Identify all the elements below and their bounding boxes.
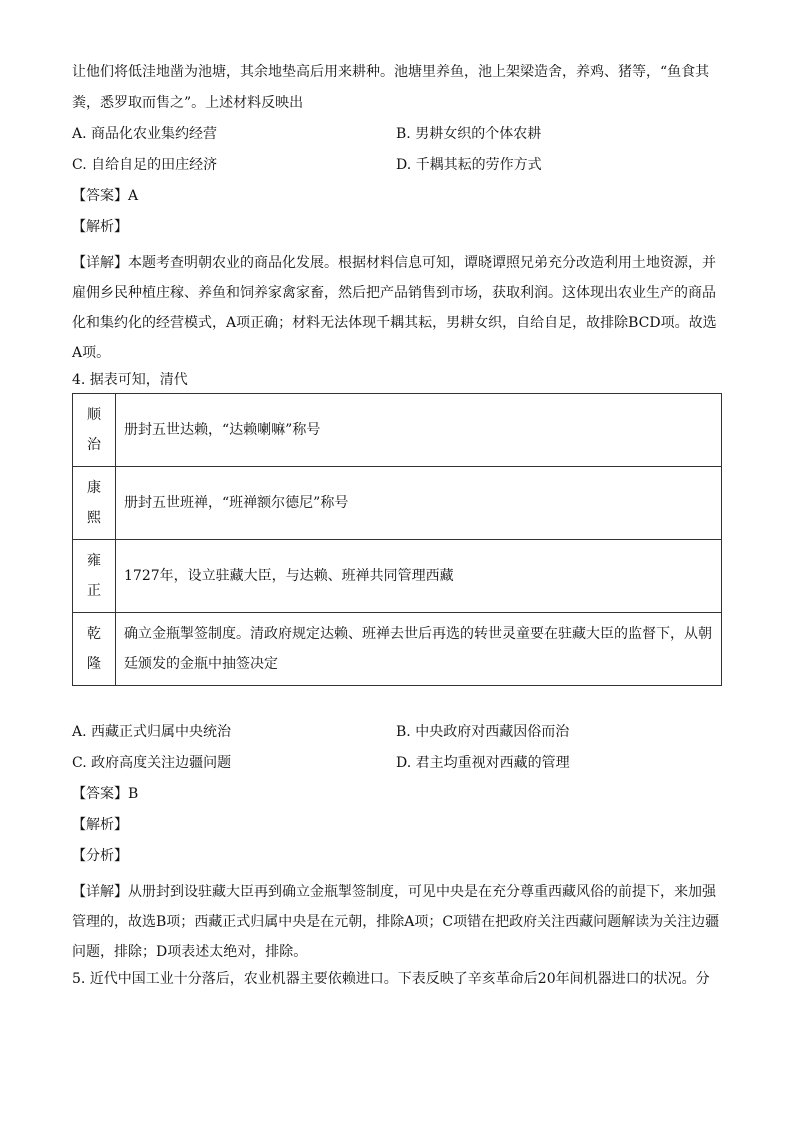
answer-label: 【答案】 [72,786,128,802]
era-cell [73,540,116,613]
era-char: 乾 [87,626,101,642]
event-cell: 确立金瓶掣签制度。清政府规定达赖、班禅去世后再选的转世灵童要在驻藏大臣的监督下，从朝廷颁发的金瓶中抽签决定 [116,613,722,686]
q4-fenxi-label: 【分析】 [72,848,128,864]
era-char: 治 [87,437,101,453]
document-page [72,62,722,1000]
answer-value: B [128,786,139,802]
q3-option-a [72,124,396,145]
option-letter: C. [72,157,87,173]
q4-option-b [396,722,720,743]
era-char: 隆 [87,656,101,672]
table-row [73,467,722,540]
q3-answer [72,186,722,207]
era-cell [73,394,116,467]
era-char: 顺 [87,407,101,423]
detail-text: 本题考查明朝农业的商品化发展。根据材料信息可知，谭晓谭照兄弟充分改造利用土地资源，并雇佣乡民种植庄稼、养鱼和饲养家禽家畜，然后把产品销售到市场，获取利润。这体现出农业生产的商品化和集约化的经营模式，A项正确；材料无法体现千耦其耘，男耕女织，自给自足，故排除BCD项。故选A项。 [72,255,717,361]
q3-options-row1 [72,124,722,145]
option-letter: C. [72,755,87,771]
detail-label: 【详解】 [72,255,128,271]
event-cell: 1727年，设立驻藏大臣，与达赖、班禅共同管理西藏 [116,540,722,613]
q3-option-d [396,155,720,176]
option-text: 千耦其耘的劳作方式 [415,157,542,173]
qing-tibet-table [72,393,722,686]
option-text: 中央政府对西藏因俗而治 [415,724,570,740]
detail-label: 【详解】 [72,884,128,900]
q4-option-a [72,722,396,743]
detail-text: 从册封到设驻藏大臣再到确立金瓶掣签制度，可见中央是在充分尊重西藏风俗的前提下，来加强管理的，故选B项；西藏正式归属中央是在元朝，排除A项；C项错在把政府关注西藏问题解读为关注边疆问题，排除；D项表述太绝对，排除。 [72,884,720,960]
q3-stem-line2: 粪，悉罗取而售之”。上述材料反映出 [72,95,304,111]
q3-option-b [396,124,720,145]
option-letter: A. [72,724,87,740]
option-text: 西藏正式归属中央统治 [91,724,232,740]
era-cell [73,467,116,540]
option-letter: B. [396,126,411,142]
option-text: 自给自足的田庄经济 [91,157,218,173]
q4-options-row1 [72,722,722,743]
q4-stem: 4. 据表可知，清代 [72,372,188,388]
q3-analysis-label: 【解析】 [72,219,128,235]
option-text: 君主均重视对西藏的管理 [415,755,570,771]
q4-option-d [396,753,720,774]
option-letter: B. [396,724,411,740]
q4-option-c [72,753,396,774]
answer-label: 【答案】 [72,188,128,204]
option-letter: D. [396,755,412,771]
event-cell: 册封五世达赖，“达赖喇嘛”称号 [116,394,722,467]
q4-detail [72,877,722,967]
q3-option-c [72,155,396,176]
option-letter: A. [72,126,87,142]
era-char: 熙 [87,510,101,526]
option-text: 政府高度关注边疆问题 [91,755,232,771]
q5-stem: 5. 近代中国工业十分落后，农业机器主要依赖进口。下表反映了辛亥革命后20年间机器进口的状况。分 [72,971,710,987]
q3-stem-line1: 让他们将低洼地凿为池塘，其余地垫高后用来耕种。池塘里养鱼，池上架梁造舍，养鸡、猪等，“鱼食其 [72,64,710,80]
q4-options-row2 [72,753,722,774]
event-cell: 册封五世班禅，“班禅额尔德尼”称号 [116,467,722,540]
answer-value: A [128,188,139,204]
option-letter: D. [396,157,412,173]
table-row [73,540,722,613]
q3-detail [72,248,722,368]
q4-answer [72,784,722,805]
q4-analysis-label: 【解析】 [72,817,128,833]
option-text: 商品化农业集约经营 [91,126,218,142]
era-char: 雍 [87,553,101,569]
era-char: 正 [87,583,101,599]
q3-options-row2 [72,155,722,176]
option-text: 男耕女织的个体农耕 [415,126,542,142]
table-row [73,613,722,686]
table-row [73,394,722,467]
era-char: 康 [87,480,101,496]
era-cell [73,613,116,686]
